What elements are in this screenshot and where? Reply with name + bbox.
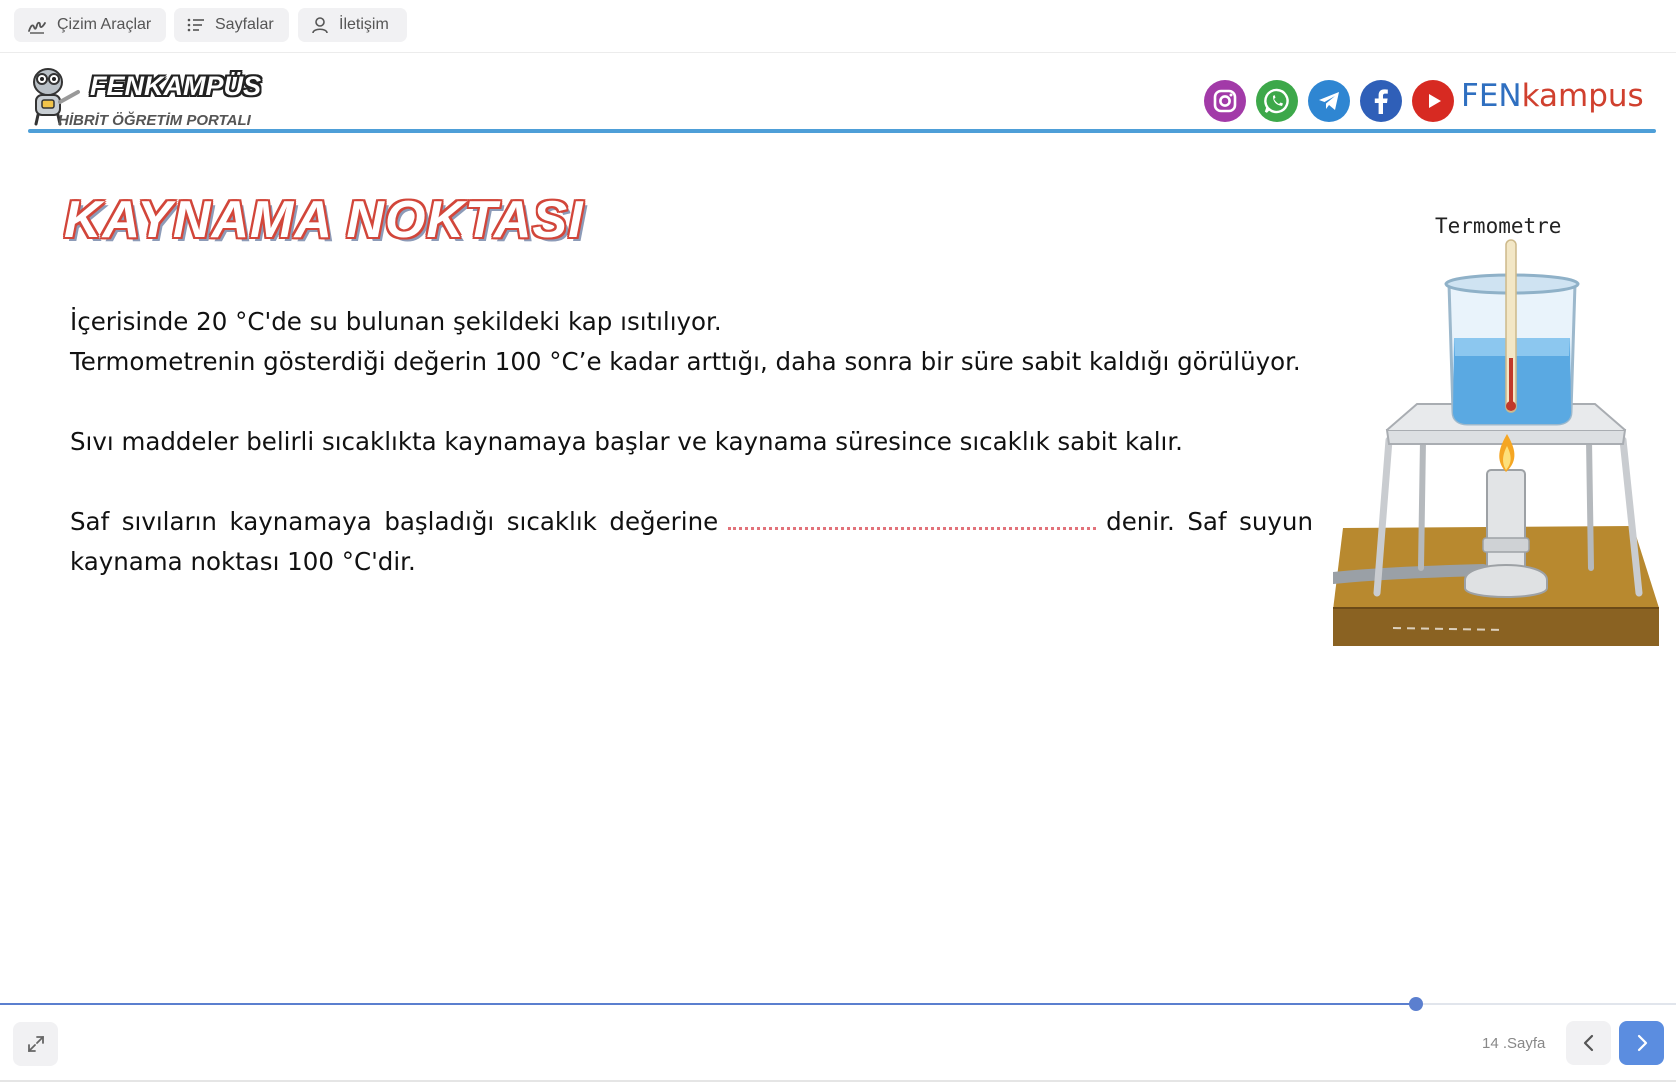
- thermometer-label: Termometre: [1435, 214, 1562, 238]
- brand-title: FENKAMPÜS: [90, 71, 262, 101]
- drawing-tools-label: Çizim Araçlar: [57, 16, 152, 33]
- whatsapp-icon: [1263, 87, 1291, 115]
- telegram-icon: [1316, 88, 1342, 114]
- instagram-link[interactable]: [1204, 80, 1246, 122]
- page-indicator: 14 .Sayfa: [1482, 1035, 1546, 1052]
- contact-button[interactable]: [298, 8, 407, 42]
- paragraph-3-after: denir. Saf suyun kaynama noktası 100 °C'dir.: [70, 507, 1313, 576]
- lesson-text: [70, 302, 1313, 582]
- youtube-play-icon: [1420, 88, 1446, 114]
- paragraph-3: [70, 502, 1313, 582]
- next-page-button[interactable]: [1619, 1021, 1664, 1065]
- telegram-link[interactable]: [1308, 80, 1350, 122]
- brand-subtitle: HİBRİT ÖĞRETİM PORTALI: [58, 112, 251, 129]
- fullscreen-button[interactable]: [13, 1022, 58, 1066]
- pages-button[interactable]: [174, 8, 289, 42]
- youtube-link[interactable]: [1412, 80, 1454, 122]
- previous-page-button[interactable]: [1566, 1021, 1611, 1065]
- drawing-tools-button[interactable]: [14, 8, 166, 42]
- beaker-burner-illustration: [1333, 208, 1659, 648]
- facebook-icon: [1369, 87, 1393, 115]
- fill-in-blank[interactable]: [728, 508, 1096, 530]
- user-icon: [311, 16, 329, 34]
- page-progress-handle[interactable]: [1409, 997, 1423, 1011]
- instagram-icon: [1212, 88, 1238, 114]
- header-divider: [28, 129, 1656, 133]
- top-toolbar: [0, 0, 1676, 53]
- page-progress-fill: [0, 1003, 1416, 1005]
- chevron-right-icon: [1635, 1033, 1649, 1053]
- paragraph-3-before: Saf sıvıların kaynamaya başladığı sıcaklık değerine: [70, 507, 719, 536]
- expand-icon: [26, 1034, 46, 1054]
- chevron-left-icon: [1582, 1033, 1596, 1053]
- paragraph-1-line-2: Termometrenin gösterdiği değerin 100 °C’e kadar arttığı, daha sonra bir süre sabit kaldığı görülüyor.: [70, 347, 1301, 376]
- whatsapp-link[interactable]: [1256, 80, 1298, 122]
- facebook-link[interactable]: [1360, 80, 1402, 122]
- pages-label: Sayfalar: [215, 16, 274, 33]
- site-name[interactable]: [1461, 78, 1644, 114]
- boiling-experiment-figure: [1333, 208, 1659, 648]
- paragraph-1-line-1: İçerisinde 20 °C'de su bulunan şekildeki kap ısıtılıyor.: [70, 307, 722, 336]
- site-name-fen: FEN: [1461, 78, 1522, 114]
- signature-icon: [27, 16, 47, 34]
- paragraph-2: Sıvı maddeler belirli sıcaklıkta kaynamaya başlar ve kaynama süresince sıcaklık sabit kalır.: [70, 427, 1183, 456]
- list-icon: [187, 17, 205, 33]
- site-name-kampus: kampus: [1521, 78, 1644, 114]
- site-header: [28, 58, 1656, 134]
- page-title: KAYNAMA NOKTASI: [64, 191, 584, 249]
- brand-logo[interactable]: [28, 62, 268, 132]
- contact-label: İletişim: [339, 16, 389, 33]
